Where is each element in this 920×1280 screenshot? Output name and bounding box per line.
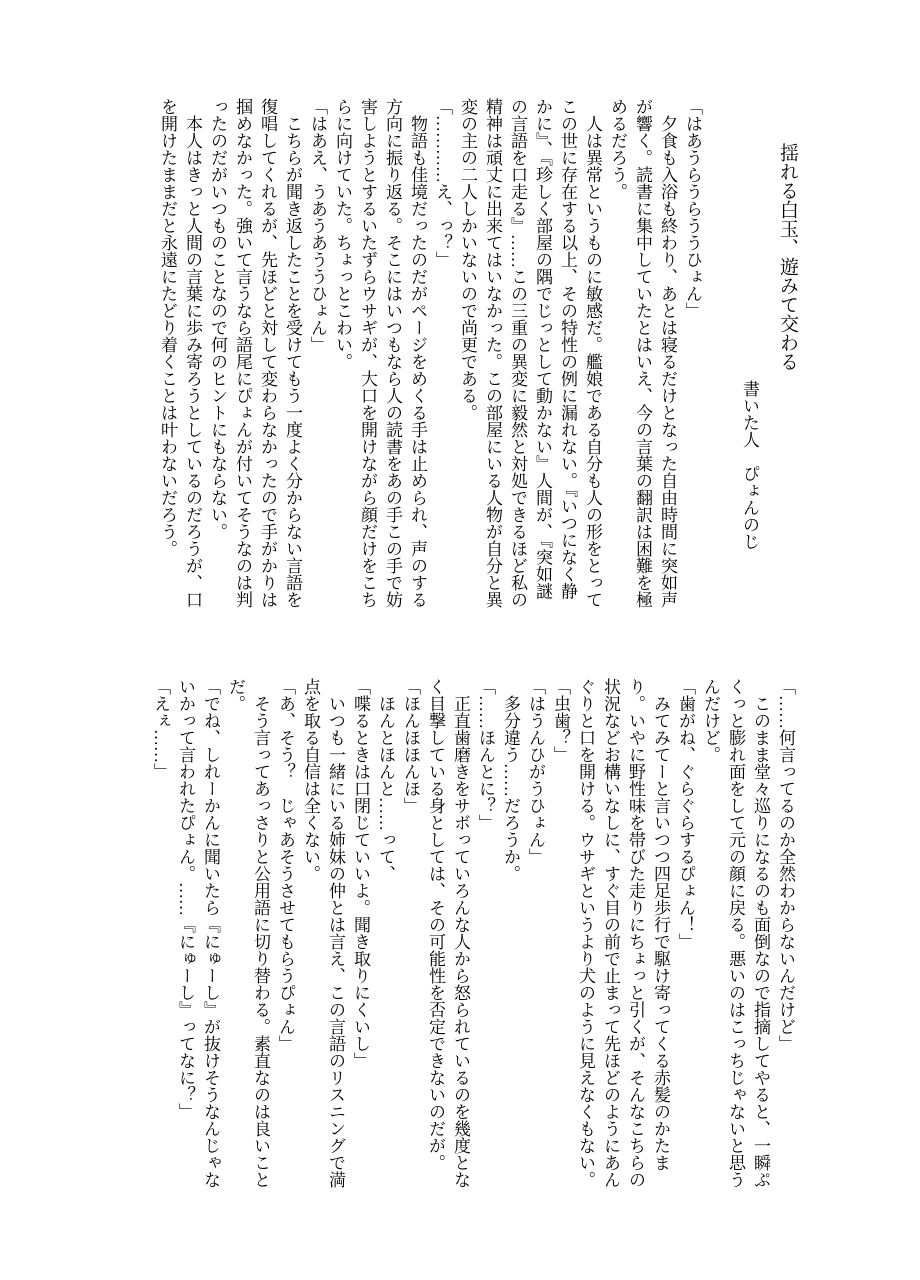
paragraph: 「……何言ってるのか全然わからないんだけど」	[776, 678, 795, 1052]
paragraph: 正直歯磨きをサボっていろんな人から怒られているのを幾度となく目撃している身としては、その可能性を否定できないのだが。	[426, 678, 470, 1188]
paragraph: 「あ、そう？ じゃあそうさせてもらうぴょん」	[276, 678, 295, 1052]
story-title: 揺れる白玉、遊みて交わる	[777, 143, 798, 371]
paragraph: 「えぇ……」	[151, 678, 170, 780]
paragraph: 「……ほんとに？」	[476, 678, 495, 831]
paragraph: ほんとほんと……って、	[376, 678, 395, 882]
paragraph: 「はうんひがうひょん」	[526, 678, 545, 865]
story-text-block-2	[148, 678, 798, 1194]
paragraph: 「でね、しれーかんに聞いたら『にゅーし』が抜けそうなんじゃないかって言われたぴょん。……『にゅーし』ってなに？」	[176, 678, 220, 1188]
paragraph: 多分違う……だろうか。	[501, 678, 520, 882]
story-text-block-1	[155, 98, 705, 614]
paragraph: 本人はきっと人間の言葉に歩み寄ろうとしているのだろうが、口を開けたままだと永遠にたどり着くことは叶わないだろう。	[158, 98, 202, 608]
paragraph: 「虫歯？」	[551, 678, 570, 763]
paragraph: このまま堂々巡りになるのも面倒なので指摘してやると、一瞬ぷくっと膨れ面をして元の顔に戻る。悪いのはこっちじゃないと思うんだけど。	[701, 678, 770, 1188]
paragraph: 「喋るときは口閉じていいよ。聞き取りにくいし」	[351, 678, 370, 1069]
paragraph: こちらが聞き返したことを受けてもう一度よく分からない言語を復唱してくれるが、先ほどと対して変わらなかったので手がかりは掴めなかった。強いて言うなら語尾にぴょんが付いてそうなのは判ったのだがいつものことなので何のヒントにもならない。	[208, 98, 302, 608]
paragraph: 物語も佳境だったのだがページをめくる手は止められ、声のする方向に振り返る。そこにはいつもなら人の読書をあの手この手で妨害しようとするいたずらウサギが、大口を開けながら顔だけをこちらに向けていた。ちょっとこわい。	[333, 98, 427, 608]
paragraph: 「…………え、っ？」	[433, 98, 452, 268]
paragraph: いつも一緒にいる姉妹の仲とは言え、この言語のリスニングで満点を取る自信は全くない。	[301, 678, 345, 1188]
paragraph: 人は異常というものに敏感だ。艦娘である自分も人の形をとってこの世に存在する以上、その特性の例に漏れない。『いつになく静かに』、『珍しく部屋の隅でじっとして動かない』人間が、『突如謎の言語を口走る』……この三重の異変に毅然と対処できるほど私の精神は頑丈に出来てはいなかった。この部屋にいる人物が自分と異変の主の二人しかいないので尚更である。	[458, 98, 602, 608]
paragraph: そう言ってあっさりと公用語に切り替わる。素直なのは良いことだ。	[226, 678, 270, 1188]
paragraph: 「はあえ、うあうあううひょん」	[308, 98, 327, 353]
paragraph: 「はあうらうらううひょん」	[683, 98, 702, 319]
paragraph: 夕食も入浴も終わり、あとは寝るだけとなった自由時間に突如声が響く。読書に集中していたとはいえ、今の言葉の翻訳は困難を極めるだろう。	[608, 98, 677, 608]
paragraph: 「ほんほほんほ」	[401, 678, 420, 814]
author-byline: 書いた人 ぴょんのじ	[740, 380, 759, 550]
paragraph: みてみてーと言いつつ四足歩行で駆け寄ってくる赤髪のかたまり。いやに野性味を帯びた走りにちょっと引くが、そんなこちらの状況などお構いなしに、すぐ目の前で止まって先ほどのようにあんぐりと口を開ける。ウサギというより犬のように見えなくもない。	[576, 678, 670, 1188]
paragraph: 「歯がね、ぐらぐらするぴょん！」	[676, 678, 695, 950]
